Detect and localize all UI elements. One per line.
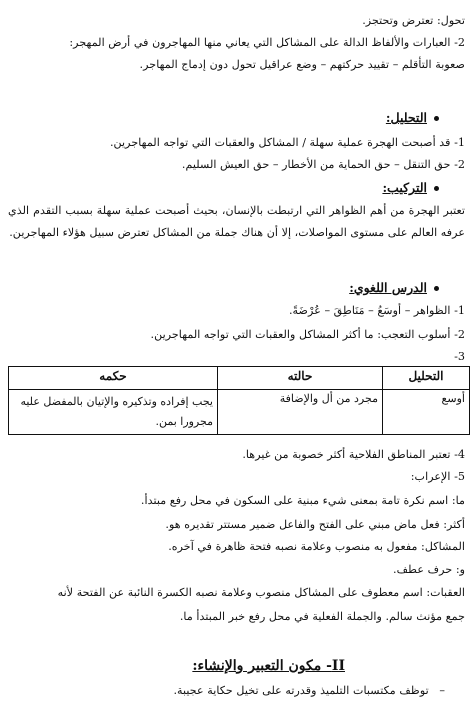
intro-line-3: صعوبة التأقلم – تقييد حركتهم – وضع عراقيل تحول دون إدماج المهاجر. [139, 58, 465, 71]
table-header-cell: التحليل [383, 367, 470, 390]
parse-line-2: أكثر: فعل ماض مبني على الفتح والفاعل ضمير مستتر تقديره هو. [165, 518, 465, 531]
table-cell: مجرد من أل والإضافة [218, 390, 383, 435]
dash-icon: – [428, 684, 445, 697]
bullet-icon [434, 286, 439, 291]
table-header-cell: حكمه [9, 367, 218, 390]
parse-line-4: و: حرف عطف. [393, 563, 465, 576]
lesson-item-2: 2- أسلوب التعجب: ما أكثر المشاكل والعقبات التي تواجه المهاجرين. [150, 328, 465, 341]
lesson-heading: الدرس اللغوي: [349, 280, 427, 295]
intro-line-1: تحول: تعترض وتحتجز. [362, 14, 465, 27]
bullet-icon [434, 186, 439, 191]
parse-line-1: ما: اسم نكرة تامة بمعنى شيء مبنية على السكون في محل رفع مبتدأ. [140, 494, 465, 507]
intro-line-2: 2- العبارات والألفاظ الدالة على المشاكل التي يعاني منها المهاجرون في أرض المهجر: [69, 36, 465, 49]
table-cell: أوسع [383, 390, 470, 435]
parse-line-5a: العقبات: اسم معطوف على المشاكل منصوب وعلامة نصبه الكسرة النائبة عن الفتحة لأنه [57, 586, 465, 599]
table-row [9, 390, 470, 435]
synthesis-paragraph: تعتبر الهجرة من أهم الظواهر التي ارتبطت بالإنسان، بحيث أصبحت عملية سهلة بسبب التقدم الذي عرفه العالم على مستوى المواصلات، إلا أن هناك جملة من المشاكل تعترض سبيل هؤلاء المهاجرين. [8, 204, 465, 239]
table-header-row [9, 367, 470, 390]
section-2-item [173, 684, 445, 697]
lesson-item-4: 4- تعتبر المناطق الفلاحية أكثر خصوبة من غيرها. [242, 448, 465, 461]
lesson-item-1: 1- الظواهر – أوسَعُ – مَنَاطِقَ – عُرْضَةً. [289, 304, 465, 317]
parse-line-3: المشاكل: مفعول به منصوب وعلامة نصبه فتحة ظاهرة في آخره. [168, 540, 465, 553]
lesson-item-3: 3- [454, 350, 465, 363]
analysis-item-2: 2- حق التنقل – حق الحماية من الأخطار – حق العيش السليم. [181, 158, 465, 171]
bullet-icon [434, 116, 439, 121]
analysis-item-1: 1- قد أصبحت الهجرة عملية سهلة / المشاكل والعقبات التي تواجه المهاجرين. [109, 136, 465, 149]
table-header-cell: حالته [218, 367, 383, 390]
parse-line-5b: جمع مؤنث سالم. والجملة الفعلية في محل رفع خبر المبتدأ ما. [179, 610, 465, 623]
analysis-heading: التحليل: [385, 110, 427, 125]
section-2-item-text: توظف مكتسبات التلميذ وقدرته على تخيل حكاية عجيبة. [173, 684, 429, 697]
table-cell: يجب إفراده وتذكيره والإتيان بالمفضل عليه مجرورا بمن. [9, 390, 218, 435]
synthesis-heading: التركيب: [382, 180, 427, 195]
lesson-item-5: 5- الإعراب: [410, 470, 465, 483]
section-2-heading: II- مكون التعبير والإنشاء: [192, 658, 345, 674]
analysis-table [8, 366, 470, 435]
